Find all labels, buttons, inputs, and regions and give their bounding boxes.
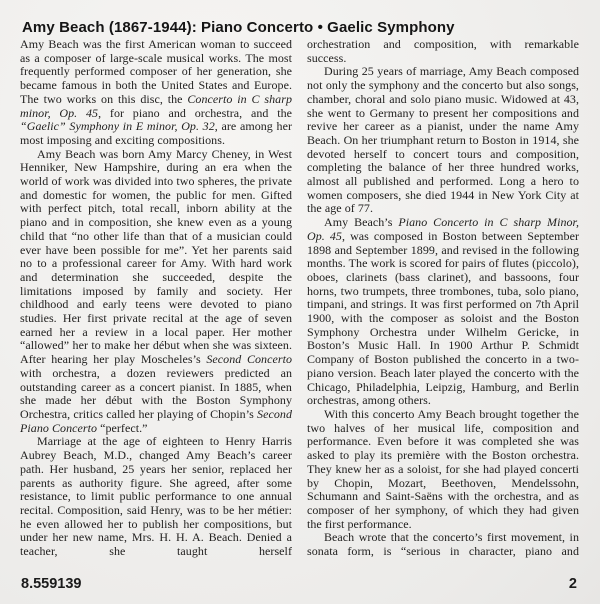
catalog-number: 8.559139 xyxy=(21,576,82,592)
text-segment: Amy Beach was born Amy Marcy Cheney, in West Henniker, New Hampshire, during an era when the world of work was divided into two spheres, the private and domestic for women, the public for men. Gifted with perfect pitch, total recall, inborn ability at the piano and in composition, she knew even as a young child that “no other life than that of a musician could ever have been possible for me”. Yet her parents said no to a professional career for Amy. With hard work and determination she succeeded, despite the limitations imposed by family and society. Her childhood and early teens were devoted to piano studies. Her first private recital at the age of seven earned her a review in a local paper. Her mother “allowed” her to make her début when she was sixteen. After hearing her play Moscheles’s xyxy=(20,146,292,367)
italic-text-segment: Second Concerto xyxy=(206,352,293,367)
paragraph xyxy=(20,38,292,148)
text-segment: , for piano and orchestra, and the xyxy=(98,105,293,120)
article-body xyxy=(20,38,580,559)
text-segment: Beach wrote that the concerto’s first movement, in sonata form, is “serious in character, piano and xyxy=(307,530,579,559)
text-segment: Amy Beach’s xyxy=(324,215,399,230)
italic-text-segment: “Gaelic” Symphony in E minor, Op. 32 xyxy=(20,119,215,134)
italic-text-segment: Second Piano Concerto xyxy=(20,406,292,435)
text-segment: , are among her most imposing and exciting compositions. xyxy=(20,119,292,147)
page-title: Amy Beach (1867-1944): Piano Concerto • Gaelic Symphony xyxy=(22,19,455,37)
italic-text-segment: Piano Concerto in C sharp Minor, Op. 45 xyxy=(307,215,579,243)
paragraph xyxy=(307,38,579,65)
article-column-right xyxy=(307,38,579,559)
text-segment: with orchestra, a dozen reviewers predicted an outstanding career as a concert pianist. In 1885, when she made her début with the Boston Symphony Orchestra, critics called her playing of Chopin’s xyxy=(20,365,292,421)
paragraph xyxy=(307,216,579,408)
text-segment: During 25 years of marriage, Amy Beach composed not only the symphony and the concerto but also songs, chamber, choral and solo piano music. Widowed at 43, she went to Germany to present her compositions and revive her career as a pianist, under the name Amy Beach. On her triumphant return to Boston in 1914, she devoted herself to concert tours and composition, completing the balance of her three hundred works, almost all published and performed. Long a hero to women composers, she died 1944 in New York City at the age of 77. xyxy=(307,64,579,216)
paragraph xyxy=(307,408,579,531)
paragraph xyxy=(307,65,579,216)
text-segment: Marriage at the age of eighteen to Henry Harris Aubrey Beach, M.D., changed Amy Beach’s career path. Her husband, 25 years her senior, replaced her parents as authority figure. She agreed, after some resistance, to limit public performance to one annual recital. Composition, said Henry, was to be her métier: he even allowed her to publish her compositions, but under her new name, Mrs. H. H. A. Beach. Denied a teacher, she taught herself xyxy=(20,434,292,559)
text-segment: orchestration and composition, with remarkable success. xyxy=(307,37,579,65)
paragraph xyxy=(20,148,292,436)
paragraph xyxy=(20,435,292,558)
text-segment: Amy Beach was the first American woman to succeed as a composer of large-scale musical works. The most frequently performed composer of her generation, she became famous in both the United States and Europe. The two works on this disc, the xyxy=(20,37,292,106)
paragraph xyxy=(307,531,579,558)
article-column-left xyxy=(20,38,292,559)
text-segment: , was composed in Boston between September 1898 and September 1899, and revised in the following months. The work is scored for pairs of flutes (piccolo), oboes, clarinets (bass clarinet), and bassoons, four horns, two trumpets, three trombones, tuba, solo piano, timpani, and strings. It was first performed on 7th April 1900, with the composer as soloist and the Boston Symphony Orchestra under Wilhelm Gericke, in Boston’s Music Hall. In 1900 Arthur P. Schmidt Company of Boston published the concerto in a two-piano version. Beach later played the concerto with the Chicago, Philadelphia, Leipzig, Hamburg, and Berlin orchestras, among others. xyxy=(307,228,579,408)
text-segment: “perfect.” xyxy=(97,420,148,435)
text-segment: With this concerto Amy Beach brought together the two halves of her musical life, composition and performance. Even before it was completed she was asked to play its première with the Boston orchestra. They knew her as a soloist, for she had played concerti by Chopin, Mozart, Beethoven, Mendelssohn, Schumann and Saint-Saëns with the orchestra, and as composer of her symphony, of which they had given the first performance. xyxy=(307,406,579,531)
page-number: 2 xyxy=(568,576,577,592)
italic-text-segment: Concerto in C sharp minor, Op. 45 xyxy=(20,91,292,120)
